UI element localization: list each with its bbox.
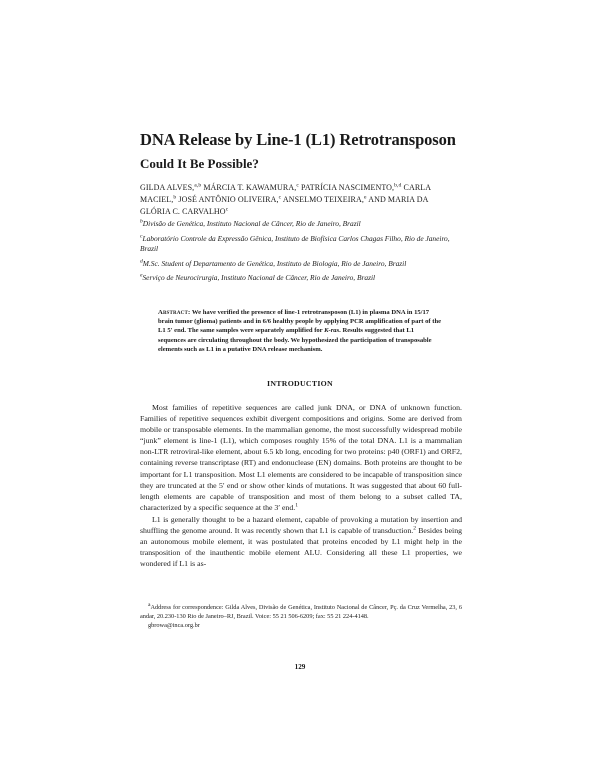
author-mark: a,b [194,182,202,189]
author-mark: b [173,194,177,201]
author-mark: c [225,206,229,213]
affiliation-text: Serviço de Neurocirurgia, Instituto Nacional de Câncer, Rio de Janeiro, Brazil [142,273,376,282]
paragraph [140,402,462,513]
author-mark: c [296,182,299,189]
author-mark: c [278,194,282,201]
footnote [140,603,462,630]
author: PATRÍCIA NASCIMENTO, [298,183,395,192]
abstract [158,308,442,354]
reference-mark: 2 [413,525,416,532]
affiliation [140,219,460,230]
abstract-label: Abstract: [158,309,191,316]
author: ANSELMO TEIXEIRA, [281,195,364,204]
author: CARLA MACIEL, [140,183,431,204]
paper-title: DNA Release by Line-1 (L1) Retrotransposon [140,130,456,149]
author-mark: b,d [394,182,402,189]
affiliation-mark: e [140,272,143,279]
abstract-text: . Results suggested that L1 sequences are circulating throughout the body. We hypothesized the participation of transposable elements such as L1 in a putative DNA release mechanism. [158,327,432,353]
author: GILDA ALVES, [140,183,195,192]
footnote-text: Address for correspondence: Gilda Alves, Divisão de Genética, Instituto Nacional de Câncer, Pç. da Cruz Vermelha, 23, 6 andar, 20.230-130 Rio de Janeiro–RJ, Brazil. Voice: 55 21 506-6209; fax: 55 21 224-4148. [140,604,462,620]
footnote-mark: a [148,601,151,608]
footnote-email: gbrowa@inca.org.br [148,622,200,629]
affiliation-text: Divisão de Genética, Instituto Nacional de Câncer, Rio de Janeiro, Brazil [142,219,361,228]
reference-mark: 1 [295,502,298,509]
paragraph-text: Besides being an autonomous mobile element, it was postulated that proteins encoded by L1 might help in the transposition of the inauthentic mobile element ALU. Considering all these L1 properties, we wondered if L1 is as- [140,526,462,569]
footnote-address [140,603,462,621]
affiliation-mark: c [140,233,143,240]
affiliation [140,259,460,270]
author: AND MARIA DA GLÓRIA C. CARVALHO [140,195,429,216]
affiliation [140,273,460,284]
affiliation-list [140,219,460,288]
affiliation-text: Laboratório Controle da Expressão Gênica, Instituto de Biofísica Carlos Chagas Filho, Rio de Janeiro, Brazil [140,233,450,253]
author: JOSÉ ANTÔNIO OLIVEIRA, [176,195,279,204]
paragraph [140,514,462,569]
author-list [140,182,460,218]
affiliation [140,234,460,255]
abstract-gene-name: K-ras [324,327,340,335]
affiliation-mark: b [140,218,143,225]
body-text [140,402,462,570]
affiliation-mark: d [140,258,143,265]
paper-subtitle: Could It Be Possible? [140,156,259,171]
page-number: 129 [294,663,306,671]
abstract-text: We have verified the presence of line-1 retrotransposon (L1) in plasma DNA in 15/17 brain tumor (glioma) patients and in 6/6 healthy people by applying PCR amplification of part of the L1 5′ end. The same samples were separately amplified for [158,309,442,335]
paragraph-text: L1 is generally thought to be a hazard element, capable of provoking a mutation by insertion and shuffling the genome around. It was recently shown that L1 is capable of transduction. [140,514,462,536]
author: MÁRCIA T. KAWAMURA, [201,183,297,192]
author-mark: e [363,194,367,201]
paragraph-text: Most families of repetitive sequences are called junk DNA, or DNA of unknown function. Families of repetitive sequences exhibit divergent compositions and origins. Some are derived from mobile or transposable elements. In the mammalian genome, the most successfully widespread mobile “junk” element is line-1 (L1), which composes roughly 15% of the total DNA. L1 is a mammalian non-LTR retroviral-like element, about 6.5 kb long, encoding for two proteins: p40 (ORF1) and ORF2, containing reverse transcriptase (RT) and endonuclease (EN) domains. Both proteins are thought to be important for L1 transposition. Most L1 elements are considered to be incapable of transposition since they are truncated at the 5′ end or show other kinds of mutations. It was suggested that about 60 full-length elements are capable of transposition and most of them belong to a subset called TA, characterized by a specific sequence at the 3′ end. [140,403,462,512]
section-heading: INTRODUCTION [267,379,333,388]
affiliation-text: M.Sc. Student of Departamento de Genética, Instituto de Biologia, Rio de Janeiro, Brazil [142,258,407,268]
